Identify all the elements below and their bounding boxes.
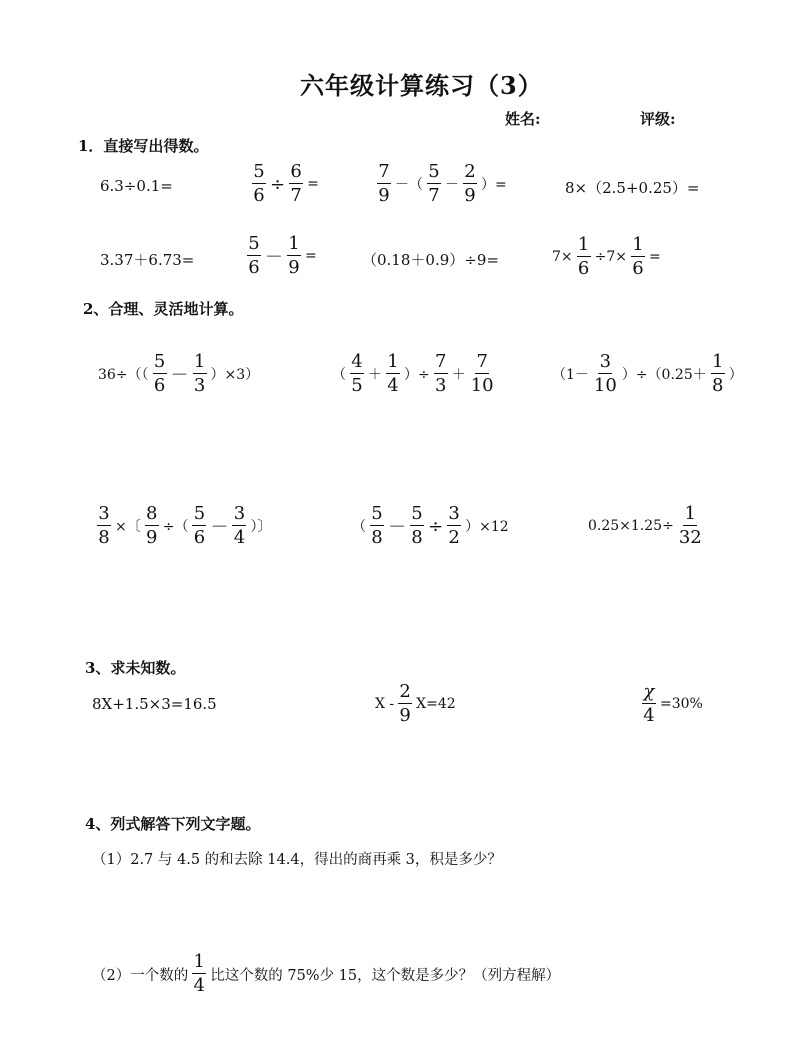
numerator: 3 [599, 351, 612, 372]
grade-label: 评级: [640, 110, 676, 128]
numerator: 8 [146, 503, 158, 524]
s1-item5 [100, 249, 194, 270]
operator: －（ [395, 177, 423, 193]
expr-prefix: （1－ [552, 367, 589, 383]
denominator: 4 [387, 375, 399, 396]
operator: － [388, 517, 406, 538]
denominator: 4 [233, 527, 246, 548]
section3-heading: 3、求未知数。 [85, 659, 186, 677]
denominator: 6 [632, 258, 644, 279]
equals: = [307, 176, 319, 192]
expr-suffix: ）〕 [250, 519, 272, 535]
operator: ＋ [368, 367, 382, 383]
denominator: 10 [470, 375, 494, 396]
expr-text: 8X+1.5×3=16.5 [92, 695, 217, 713]
denominator: 6 [193, 527, 206, 548]
word-problem-2 [92, 953, 560, 995]
numerator: 1 [577, 234, 590, 255]
operator: － [265, 247, 283, 268]
denominator: 7 [290, 185, 302, 206]
expr-suffix: ）×12 [465, 519, 509, 535]
s2-expr1 [98, 353, 259, 395]
numerator: 5 [153, 351, 166, 372]
word-problem-1: （1）2.7 与 4.5 的和去除 14.4，得出的商再乘 3，积是多少？ [92, 852, 502, 868]
denominator: 6 [577, 258, 590, 279]
expr-prefix: （ [352, 519, 366, 535]
section2-heading: 2、合理、灵活地计算。 [83, 300, 244, 318]
numerator: 4 [351, 351, 363, 372]
denominator: 9 [146, 527, 158, 548]
s1-item1 [100, 177, 173, 195]
denominator: 8 [712, 375, 724, 396]
s1-item3 [375, 163, 507, 205]
operator: － [445, 177, 459, 193]
numerator: 2 [464, 161, 476, 182]
denominator: 10 [593, 375, 617, 396]
operator: ÷（ [162, 519, 189, 535]
numerator: 1 [684, 503, 696, 524]
numerator: 1 [632, 234, 644, 255]
numerator: 5 [248, 233, 260, 254]
expr-text: 3.37＋6.73= [100, 251, 195, 269]
operator: ＋ [451, 367, 466, 383]
denominator: 8 [411, 527, 423, 548]
equals: = [305, 248, 317, 264]
denominator: 3 [435, 375, 447, 396]
denominator: 9 [464, 185, 476, 206]
numerator: 5 [411, 503, 423, 524]
numerator: 5 [428, 161, 440, 182]
numerator: 1 [193, 351, 206, 372]
expr-text: 8×（2.5+0.25）= [565, 179, 700, 197]
numerator: 1 [193, 951, 205, 972]
expr-prefix: （ [332, 367, 346, 383]
denominator: 6 [253, 185, 265, 206]
s1-item6 [245, 235, 317, 277]
expr-suffix: =30% [660, 696, 703, 712]
operator: ×〔 [115, 519, 141, 535]
expr-prefix: 36÷（（ [98, 367, 149, 383]
numerator: 2 [399, 681, 411, 702]
numerator: 5 [253, 161, 265, 182]
denominator: 9 [288, 257, 300, 278]
numerator: 6 [290, 161, 302, 182]
operator: ÷ [270, 173, 286, 195]
s2-expr4 [95, 505, 271, 547]
operator: ）= [481, 177, 507, 193]
numerator: 7 [378, 161, 390, 182]
denominator: 8 [371, 527, 383, 548]
expr-suffix: ） [728, 367, 743, 383]
denominator: 6 [153, 375, 166, 396]
s3-eq2 [375, 683, 456, 725]
section4-heading: 4、列式解答下列文字题。 [85, 815, 261, 833]
s3-eq3 [640, 683, 703, 725]
expr-prefix: 0.25×1.25÷ [588, 518, 674, 534]
denominator: 2 [448, 527, 460, 548]
numerator: 5 [193, 503, 206, 524]
numerator: 1 [387, 351, 399, 372]
s1-item2 [250, 163, 319, 205]
operator: － [170, 365, 189, 386]
denominator: 32 [678, 527, 702, 548]
expr-prefix: X - [375, 696, 395, 712]
s1-item4 [565, 177, 700, 198]
denominator: 8 [98, 527, 110, 548]
denominator: 5 [351, 375, 363, 396]
numerator: 3 [233, 503, 246, 524]
operator: ÷7× [594, 249, 628, 265]
s3-eq1 [92, 695, 217, 713]
denominator: 4 [643, 705, 655, 726]
numerator: 3 [448, 503, 460, 524]
page-title: 六年级计算练习（3） [300, 71, 543, 100]
denominator: 9 [378, 185, 390, 206]
numerator: 3 [98, 503, 110, 524]
numerator: 5 [371, 503, 383, 524]
numerator: χ [643, 681, 655, 702]
s2-expr2 [332, 353, 497, 395]
s2-expr5 [352, 505, 509, 547]
numerator: 7 [476, 351, 488, 372]
denominator: 3 [193, 375, 206, 396]
denominator: 7 [428, 185, 440, 206]
operator: ）÷ [404, 367, 430, 383]
equals: = [649, 249, 661, 265]
s1-item8 [552, 236, 661, 278]
expr-text: 6.3÷0.1= [100, 177, 173, 195]
operator: ）÷（0.25＋ [621, 367, 707, 383]
numerator: 1 [288, 233, 300, 254]
expr-prefix: 7× [552, 249, 573, 265]
denominator: 4 [193, 975, 205, 996]
numerator: 7 [435, 351, 447, 372]
section1-heading: 1．直接写出得数。 [78, 137, 209, 155]
operator: ÷ [428, 515, 444, 537]
s2-expr6 [588, 505, 705, 547]
expr-suffix: X=42 [416, 696, 456, 712]
denominator: 6 [248, 257, 260, 278]
operator: － [210, 517, 229, 538]
expr-text: （0.18＋0.9）÷9= [362, 251, 499, 269]
question-prefix: （2）一个数的 [92, 967, 189, 984]
s2-expr3 [552, 353, 743, 395]
s1-item7 [362, 249, 499, 270]
numerator: 1 [712, 351, 724, 372]
question-suffix: 比这个数的 75%少 15，这个数是多少？（列方程解） [210, 967, 561, 984]
name-label: 姓名: [505, 110, 541, 128]
denominator: 9 [399, 705, 411, 726]
expr-suffix: ）×3） [210, 367, 260, 383]
